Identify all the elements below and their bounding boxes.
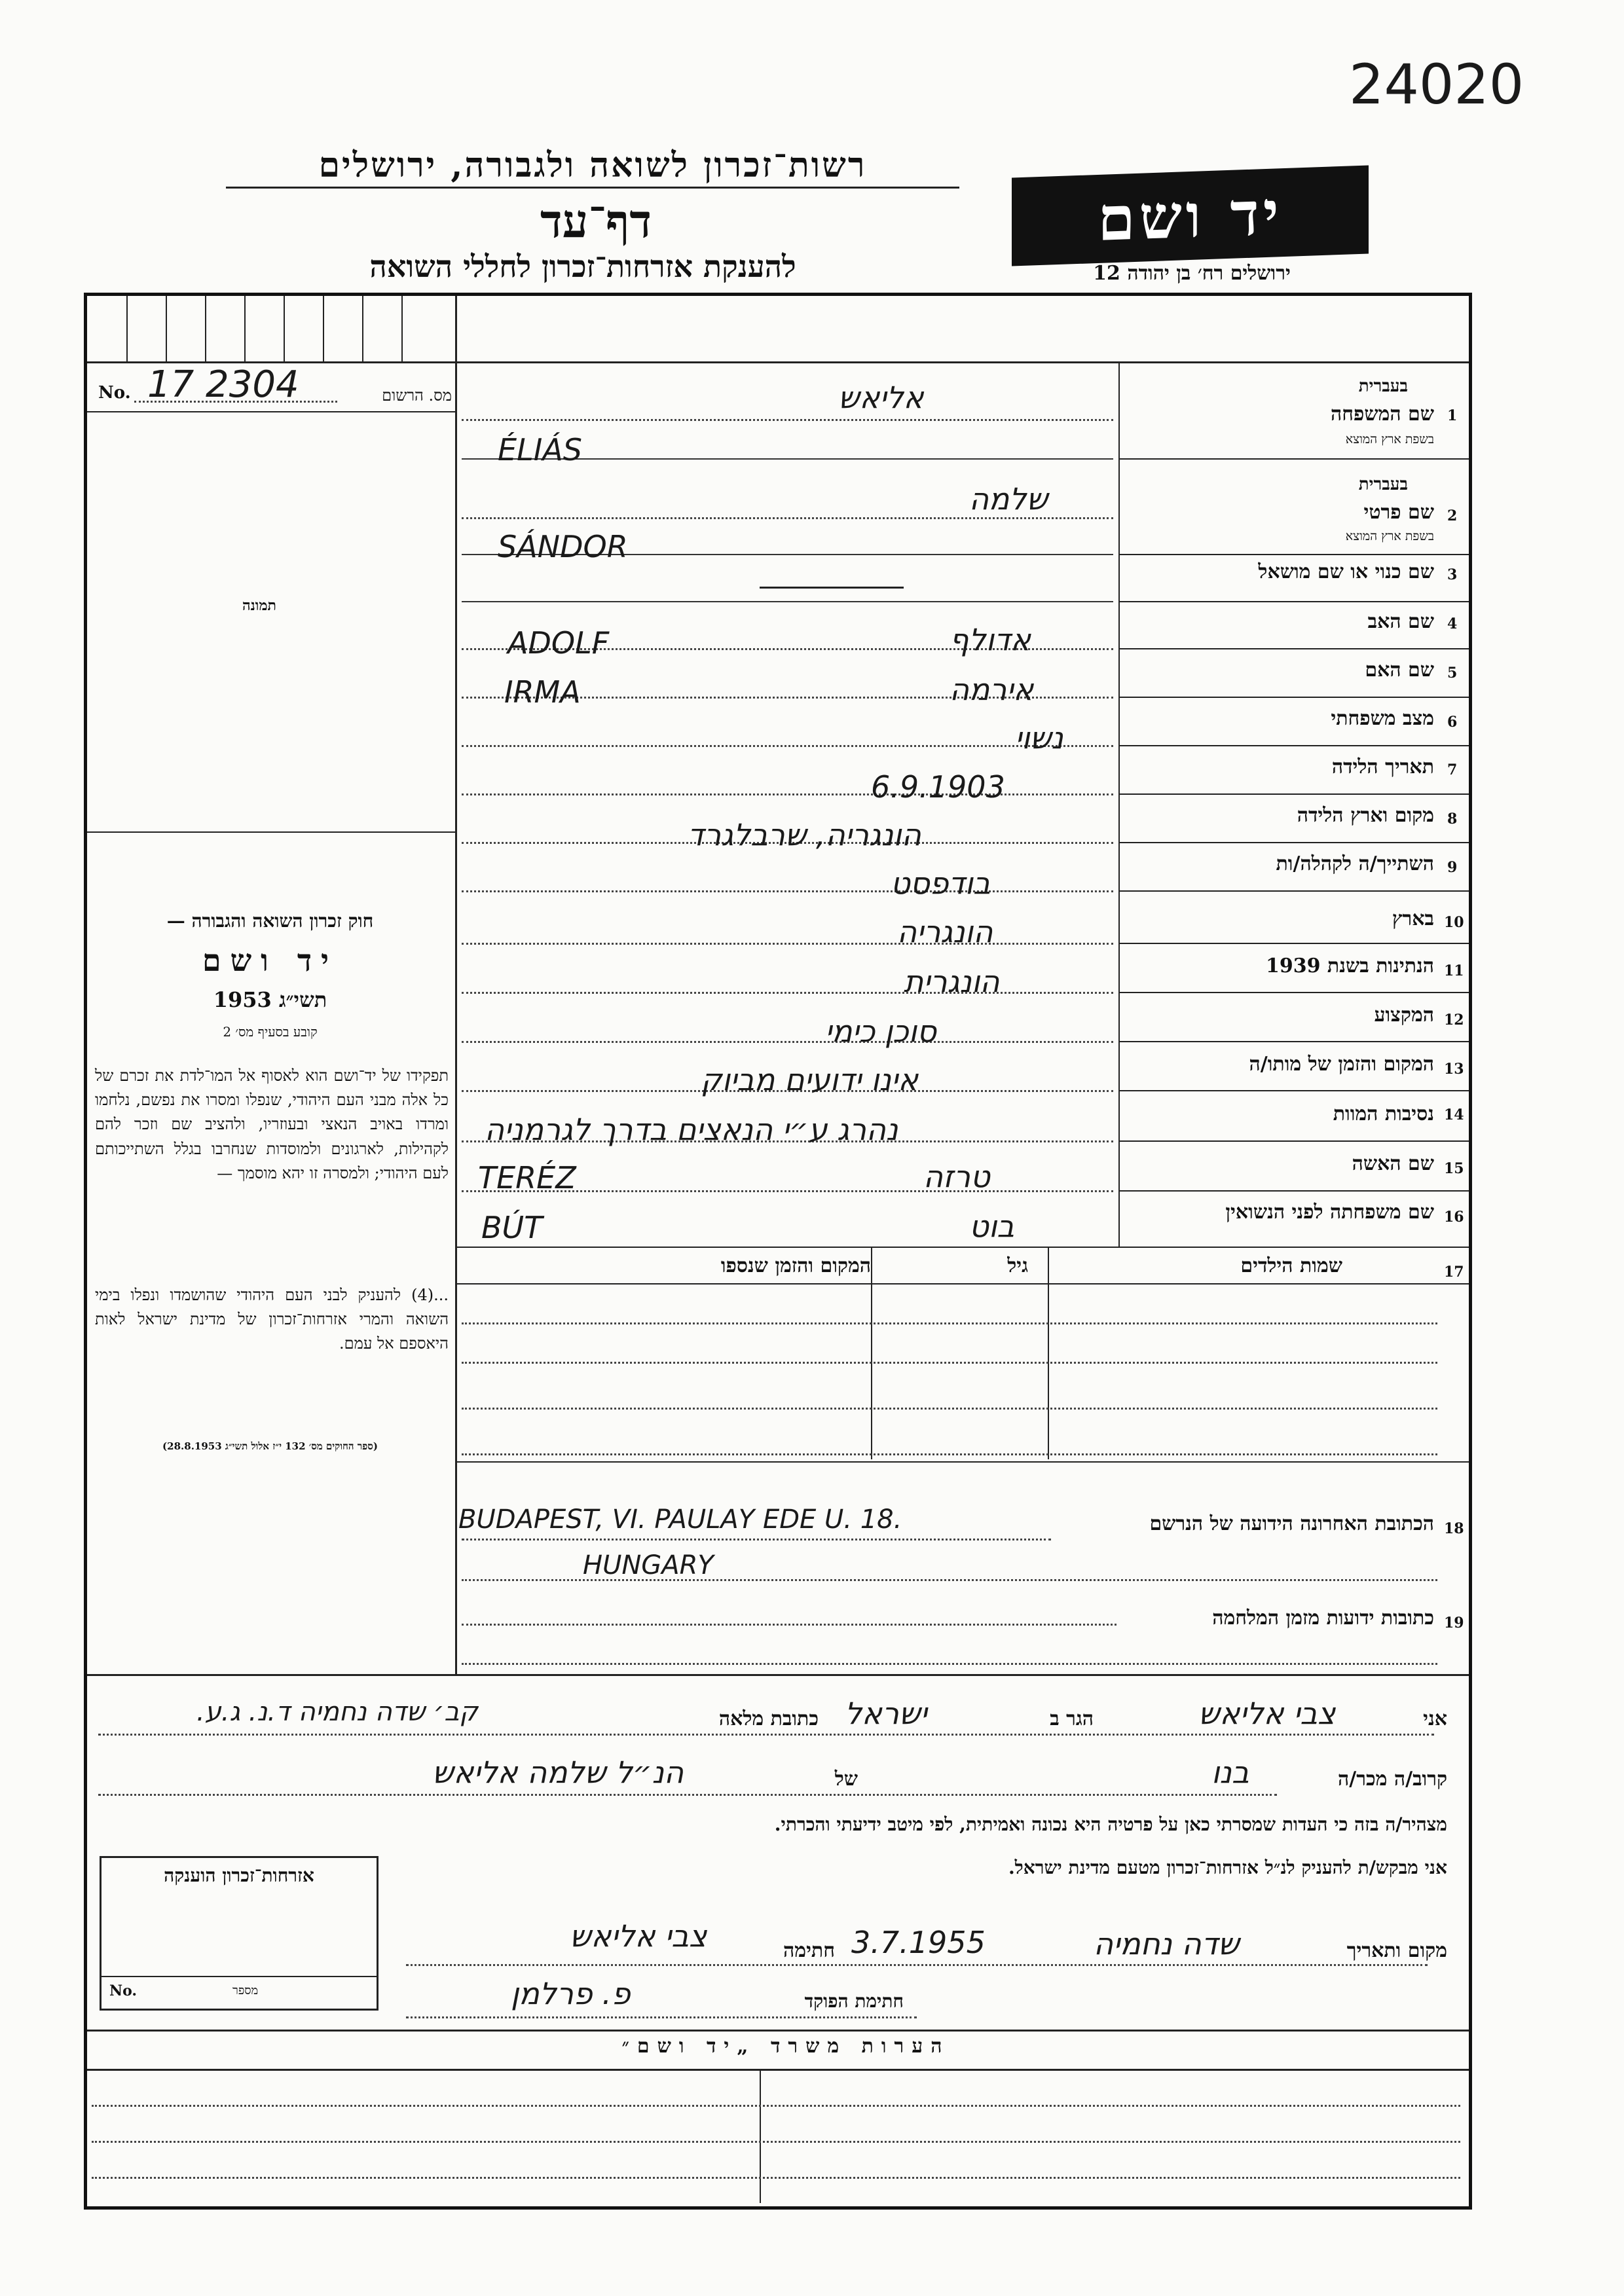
wartime-address-line-1: [462, 1624, 1116, 1626]
death-circumstances-value: נהרג ע״י הנאצים בדרך לגרמניה: [485, 1112, 898, 1147]
law-title: חוק זכרון השואה והגבורה —: [166, 910, 374, 932]
logo-address: ירושלים רח׳ בן יהודה 12: [1093, 262, 1291, 285]
declaration-line-1: [98, 1734, 1434, 1736]
remarks-top-line: [87, 2030, 1469, 2032]
field-16-num: 16: [1444, 1209, 1464, 1226]
birth-place-value: הונגריה, שרבלגרד: [688, 817, 921, 852]
field-11-divider: [1118, 992, 1469, 993]
official-signature-label: חתימת הפוקד: [804, 1990, 904, 2012]
declarant-name-value: צבי אליאש: [1198, 1696, 1336, 1731]
remarks-divider: [760, 2069, 761, 2203]
relative-value: בנו: [1211, 1755, 1249, 1790]
declaration-of: של: [834, 1768, 858, 1791]
mother-hebrew-value: אירמה: [950, 672, 1034, 707]
declaration-full-address: כתובת מלאה: [718, 1707, 819, 1730]
left-pane-divider: [455, 296, 457, 1674]
children-row-1: [462, 1322, 1437, 1324]
father-hebrew-value: אדולף: [950, 622, 1031, 657]
citizenship-value: הונגרית: [904, 964, 1000, 999]
field-10-num: 10: [1444, 914, 1464, 931]
mother-value: IRMA: [504, 674, 581, 710]
remarks-header-line: [87, 2069, 1469, 2071]
field-6-label: מצב משפחתי: [1331, 707, 1434, 730]
value-line-11: [462, 992, 1113, 994]
field-9-label: השתייך/ה לקהלה/ות: [1276, 852, 1434, 875]
label-column-divider: [1118, 361, 1120, 1247]
reg-no-label: No.: [98, 383, 131, 403]
date-value: 3.7.1955: [851, 1925, 986, 1960]
place-date-line: [406, 1964, 1428, 1966]
award-box-no-hebrew: מספר: [232, 1984, 259, 1997]
remarks-line-3: [92, 2177, 1460, 2179]
field-8-label: מקום וארץ הלידה: [1297, 804, 1434, 827]
form-subtitle: להענקת אזרחות־זכרון לחללי השואה: [369, 249, 796, 284]
declaration-ani: אני: [1423, 1707, 1447, 1730]
field-13-divider: [1118, 1090, 1469, 1091]
father-value: ADOLF: [507, 625, 610, 661]
field-10-label: בארץ: [1392, 907, 1434, 930]
field-13-num: 13: [1444, 1061, 1464, 1078]
field-1-num: 1: [1447, 407, 1458, 424]
children-names-header: שמות הילדים: [1240, 1254, 1342, 1277]
marital-status-value: נשוי: [1015, 720, 1063, 756]
field-14-num: 14: [1444, 1106, 1464, 1123]
field-12-num: 12: [1444, 1011, 1464, 1029]
award-box-no-label: No.: [109, 1982, 138, 1999]
resident-value: ישראל: [845, 1696, 927, 1731]
last-address-country: HUNGARY: [583, 1550, 714, 1580]
reg-no-hebrew: מס. הרשום: [382, 386, 452, 405]
law-text-2: ...(4) להעניק לבני העם היהודי שהושמדו ונפלו בימי השואה והמרי אזרחות־זכרון של מדינת ישראל לאות היאספם אל עמם.: [95, 1286, 449, 1353]
remarks-line-2: [92, 2141, 1460, 2143]
children-row-2: [462, 1362, 1437, 1364]
office-code-boxes: [87, 296, 455, 361]
wartime-address-line-2: [462, 1663, 1437, 1665]
field-1-sub-hebrew: בעברית: [1358, 376, 1408, 396]
field-7-num: 7: [1447, 761, 1458, 778]
field-1-sub-origin: בשפת ארץ המוצא: [1345, 432, 1434, 446]
field-4-divider: [1118, 648, 1469, 649]
law-name: יד ושם: [202, 943, 339, 978]
declaration-relative: קרוב/ה מכר/ה: [1338, 1768, 1447, 1791]
field-1-label: שם המשפחה: [1330, 403, 1434, 426]
law-year: תשי״ג 1953: [213, 987, 327, 1012]
field-18-num: 18: [1444, 1520, 1464, 1537]
field-19-label: כתובות ידועות מזמן המלחמה: [1212, 1607, 1434, 1630]
community-value: בודפסט: [891, 866, 991, 901]
field-18-label: הכתובת האחרונה הידועה של הנרשם: [1149, 1512, 1434, 1535]
field-8-divider: [1118, 842, 1469, 843]
form-title: דף־עד: [540, 194, 652, 248]
archive-number: 24020: [1349, 52, 1524, 117]
field-2-label: שם פרטי: [1363, 501, 1434, 524]
fields-section-bottom: [87, 1674, 1469, 1676]
place-date-label: מקום ותאריך: [1346, 1939, 1447, 1962]
children-table-bottom: [455, 1461, 1469, 1463]
law-clause: קובע בסעיף מס׳ 2: [223, 1024, 318, 1040]
firstname-hebrew-value: שלמה: [969, 481, 1048, 517]
field-11-label: הנתינות בשנת 1939: [1265, 955, 1434, 977]
reg-no-dotline: [134, 401, 337, 403]
declaration-request: אני מבקש/ת להעניק לנ״ל אזרחות־זכרון מטעם מדינת ישראל.: [1008, 1857, 1447, 1878]
yad-vashem-logo: יד ושם: [1012, 165, 1369, 266]
award-box-divider: [101, 1976, 377, 1977]
wife-maiden-value: BÚT: [481, 1210, 543, 1245]
value-line-3: [462, 601, 1113, 602]
field-12-label: המקצוע: [1374, 1004, 1434, 1027]
field-5-divider: [1118, 697, 1469, 698]
field-16-label: שם משפחתה לפני הנשואין: [1225, 1201, 1434, 1224]
field-8-num: 8: [1447, 811, 1458, 828]
field-9-divider: [1118, 890, 1469, 892]
children-col-divider-1: [1048, 1247, 1049, 1459]
remarks-line-1: [92, 2105, 1460, 2107]
declaration-statement: מצהיר/ה בזה כי העדות שמסרתי כאן על פרטיה היא נכונה ואמיתית, לפי מיטב ידיעתי והכרתי.: [774, 1813, 1447, 1835]
photo-box-bottom: [87, 831, 455, 833]
field-2-divider: [1118, 554, 1469, 555]
field-19-num: 19: [1444, 1614, 1464, 1631]
surname-hebrew-value: אליאש: [838, 380, 924, 415]
field-13-label: המקום והזמן של מותו/ה: [1249, 1053, 1434, 1076]
org-underline: [226, 187, 959, 189]
value-line-12: [462, 1041, 1113, 1043]
field-4-num: 4: [1447, 615, 1458, 632]
field-10-divider: [1118, 943, 1469, 944]
photo-label: תמונה: [242, 597, 276, 614]
value-line-2a: [462, 517, 1113, 519]
award-box: [100, 1856, 378, 2011]
field-3-divider: [1118, 601, 1469, 602]
address-line-1: [462, 1539, 1051, 1540]
children-col-divider-2: [871, 1247, 872, 1459]
birth-date-value: 6.9.1903: [871, 769, 1005, 805]
declaration-line-2: [98, 1794, 1277, 1796]
field-15-divider: [1118, 1190, 1469, 1192]
surname-origin-value: ÉLIÁS: [498, 432, 582, 467]
award-box-title: אזרחות־זכרון הוענקה: [164, 1865, 314, 1886]
field-14-divider: [1118, 1140, 1469, 1142]
field-9-num: 9: [1447, 859, 1458, 876]
field-3-label: שם כנוי או שם מושאל: [1258, 560, 1434, 583]
field-2-sub-hebrew: בעברית: [1358, 475, 1408, 494]
place-value: שדה נחמיה: [1094, 1926, 1240, 1961]
field-1-divider: [1118, 458, 1469, 460]
field-4-label: שם האב: [1367, 610, 1434, 633]
wife-maiden-hebrew-value: בוט: [969, 1209, 1014, 1244]
address-line-2: [462, 1579, 1437, 1581]
law-text: תפקידו של יד־ושם הוא לאסוף אל המו־לדת את זכרם של כל אלה מבני העם היהודי, שנפלו ומסרו את נפשם, נלחמו ומרדו באויב הנאצי ובעוזריו, ולהציב שם וזכר להם לקהילות, לארגונים ולמוסדות שנחרבו בגלל השתייכותם לעם היהודי; ולמסרה זו יהא מוסמך —: [95, 1066, 449, 1182]
death-place-value: אינו ידועים מביוק: [701, 1062, 919, 1097]
field-2-num: 2: [1447, 507, 1458, 524]
field-5-label: שם האם: [1365, 659, 1434, 682]
field-15-num: 15: [1444, 1160, 1464, 1177]
alias-dash: [760, 587, 904, 589]
children-row-4: [462, 1453, 1437, 1455]
field-15-label: שם האשה: [1352, 1152, 1434, 1175]
law-ref: (ספר החוקים מס׳ 132 י״ז אלול תשי״ג 28.8.1953): [162, 1440, 378, 1452]
value-line-1a: [462, 419, 1113, 421]
last-address-value: BUDAPEST, VI. PAULAY EDE U. 18.: [458, 1504, 902, 1535]
profession-value: סוכן כימי: [825, 1013, 937, 1049]
value-line-10: [462, 943, 1113, 945]
field-14-label: נסיבות המוות: [1333, 1102, 1434, 1125]
children-age-header: גיל: [1007, 1254, 1028, 1277]
field-7-label: תאריך הלידה: [1331, 756, 1434, 778]
signature-value: צבי אליאש: [570, 1918, 707, 1954]
firstname-origin-value: SÁNDOR: [498, 529, 628, 564]
org-name: רשות־זכרון לשואה ולגבורה, ירושלים: [318, 145, 867, 185]
field-11-num: 11: [1444, 962, 1464, 979]
reg-row-line: [87, 411, 455, 412]
field-12-divider: [1118, 1041, 1469, 1042]
full-address-value: קב׳ שדה נחמיה ד.נ. ג.ע.: [196, 1697, 478, 1727]
wife-hebrew-value: טרזה: [923, 1159, 990, 1194]
field-17-num: 17: [1444, 1264, 1464, 1281]
children-header-line: [455, 1283, 1469, 1285]
official-signature-value: פ. פרלמן: [511, 1976, 631, 2011]
field-6-num: 6: [1447, 714, 1458, 731]
declaration-resident: הגר ב: [1050, 1707, 1094, 1730]
value-line-7: [462, 793, 1113, 795]
field-16-divider: [455, 1247, 1469, 1248]
value-line-9: [462, 890, 1113, 892]
reg-no-value: 17 2304: [147, 363, 299, 406]
country-value: הונגריה: [897, 914, 993, 949]
field-2-sub-origin: בשפת ארץ המוצא: [1345, 529, 1434, 543]
field-6-divider: [1118, 745, 1469, 746]
official-signature-line: [406, 2016, 917, 2018]
signature-label: חתימה: [783, 1939, 835, 1962]
children-row-3: [462, 1408, 1437, 1410]
wife-value: TERÉZ: [478, 1160, 576, 1195]
field-3-num: 3: [1447, 566, 1458, 583]
deceased-name-value: הנ״ל שלמה אליאש: [432, 1755, 684, 1790]
field-7-divider: [1118, 793, 1469, 795]
remarks-title: הערות משרד „יד ושם״: [621, 2035, 950, 2058]
children-place-header: המקום והזמן שנספו: [720, 1254, 871, 1277]
field-5-num: 5: [1447, 665, 1458, 682]
